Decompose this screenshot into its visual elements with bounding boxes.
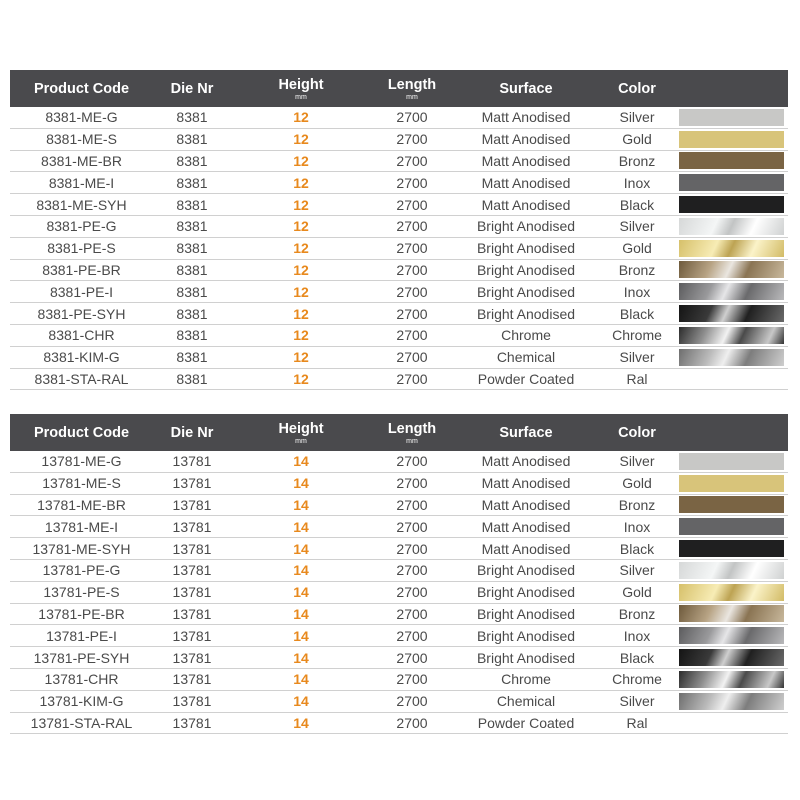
swatch-cell	[675, 218, 788, 235]
finish-swatch	[679, 261, 784, 278]
finish-swatch	[679, 218, 784, 235]
color-cell: Black	[619, 649, 655, 666]
surface-cell: Powder Coated	[477, 714, 575, 731]
color-cell: Silver	[619, 109, 655, 126]
color-cell: Inox	[623, 627, 651, 644]
die-nr-cell: 8381	[176, 370, 208, 387]
height-cell: 14	[293, 475, 309, 492]
die-nr-cell: 8381	[176, 305, 208, 322]
table-row	[10, 604, 788, 626]
height-cell: 12	[293, 261, 309, 278]
table-row	[10, 238, 788, 260]
swatch-cell	[675, 540, 788, 557]
finish-swatch	[679, 174, 784, 191]
die-nr-cell: 13781	[172, 605, 212, 622]
swatch-cell	[675, 693, 788, 710]
length-cell: 2700	[396, 671, 428, 688]
surface-cell: Bright Anodised	[476, 283, 576, 300]
surface-cell: Powder Coated	[477, 370, 575, 387]
surface-cell: Matt Anodised	[481, 109, 571, 126]
swatch-cell	[675, 475, 788, 492]
swatch-cell	[675, 605, 788, 622]
header-color: Color	[618, 424, 656, 441]
die-nr-cell: 13781	[172, 584, 212, 601]
swatch-cell	[675, 174, 788, 191]
color-cell: Silver	[619, 562, 655, 579]
product-code-cell: 8381-PE-S	[47, 240, 116, 257]
surface-cell: Matt Anodised	[481, 496, 571, 513]
color-cell: Silver	[619, 453, 655, 470]
finish-swatch	[679, 240, 784, 257]
product-code-cell: 13781-PE-I	[46, 627, 117, 644]
table-row	[10, 582, 788, 604]
swatch-cell	[675, 496, 788, 513]
length-cell: 2700	[396, 562, 428, 579]
table-header	[10, 70, 788, 107]
header-die-nr: Die Nr	[170, 424, 214, 441]
header-height: Height mm	[278, 76, 324, 101]
surface-cell: Matt Anodised	[481, 453, 571, 470]
product-code-cell: 8381-ME-SYH	[36, 196, 127, 213]
surface-cell: Bright Anodised	[476, 584, 576, 601]
product-code-cell: 13781-PE-G	[42, 562, 121, 579]
swatch-cell	[675, 196, 788, 213]
length-cell: 2700	[396, 109, 428, 126]
length-cell: 2700	[396, 327, 428, 344]
product-code-cell: 13781-ME-S	[42, 475, 121, 492]
length-cell: 2700	[396, 453, 428, 470]
length-cell: 2700	[396, 240, 428, 257]
surface-cell: Bright Anodised	[476, 261, 576, 278]
swatch-cell	[675, 349, 788, 366]
header-product-code: Product Code	[33, 424, 130, 441]
height-cell: 12	[293, 152, 309, 169]
color-cell: Black	[619, 305, 655, 322]
height-cell: 14	[293, 453, 309, 470]
product-table-8381	[10, 70, 788, 390]
product-code-cell: 13781-ME-I	[44, 518, 119, 535]
length-cell: 2700	[396, 218, 428, 235]
product-code-cell: 8381-ME-S	[46, 131, 117, 148]
color-cell: Inox	[623, 518, 651, 535]
table-row	[10, 303, 788, 325]
finish-swatch	[679, 496, 784, 513]
height-cell: 12	[293, 196, 309, 213]
product-code-cell: 13781-PE-S	[43, 584, 120, 601]
table-row	[10, 691, 788, 713]
header-color: Color	[618, 80, 656, 97]
height-cell: 12	[293, 240, 309, 257]
swatch-cell	[675, 109, 788, 126]
color-cell: Black	[619, 196, 655, 213]
surface-cell: Matt Anodised	[481, 475, 571, 492]
header-length: Length mm	[387, 420, 437, 445]
header-product-code: Product Code	[33, 80, 130, 97]
finish-swatch	[679, 540, 784, 557]
height-cell: 12	[293, 305, 309, 322]
die-nr-cell: 8381	[176, 283, 208, 300]
height-cell: 14	[293, 605, 309, 622]
product-code-cell: 8381-CHR	[48, 327, 115, 344]
finish-swatch	[679, 475, 784, 492]
swatch-cell	[675, 131, 788, 148]
table-row	[10, 473, 788, 495]
finish-swatch	[679, 584, 784, 601]
length-cell: 2700	[396, 305, 428, 322]
die-nr-cell: 13781	[172, 649, 212, 666]
die-nr-cell: 13781	[172, 496, 212, 513]
color-cell: Chrome	[612, 671, 662, 688]
die-nr-cell: 13781	[172, 693, 212, 710]
table-row	[10, 713, 788, 735]
table-row	[10, 107, 788, 129]
swatch-cell	[675, 305, 788, 322]
product-code-cell: 8381-PE-BR	[42, 261, 121, 278]
height-cell: 12	[293, 370, 309, 387]
length-cell: 2700	[396, 605, 428, 622]
product-code-cell: 13781-ME-G	[41, 453, 122, 470]
surface-cell: Matt Anodised	[481, 540, 571, 557]
finish-swatch	[679, 562, 784, 579]
finish-swatch	[679, 453, 784, 470]
surface-cell: Chrome	[501, 671, 551, 688]
color-cell: Silver	[619, 693, 655, 710]
finish-swatch	[679, 714, 784, 731]
die-nr-cell: 8381	[176, 152, 208, 169]
product-code-cell: 13781-CHR	[44, 671, 119, 688]
product-code-cell: 8381-PE-I	[49, 283, 114, 300]
length-cell: 2700	[396, 152, 428, 169]
table-row	[10, 216, 788, 238]
product-code-cell: 13781-PE-BR	[38, 605, 125, 622]
product-code-cell: 8381-ME-G	[45, 109, 118, 126]
surface-cell: Bright Anodised	[476, 240, 576, 257]
swatch-cell	[675, 283, 788, 300]
height-cell: 14	[293, 693, 309, 710]
color-cell: Gold	[622, 131, 652, 148]
height-cell: 14	[293, 496, 309, 513]
finish-swatch	[679, 196, 784, 213]
height-cell: 12	[293, 218, 309, 235]
header-surface: Surface	[499, 80, 553, 97]
height-cell: 14	[293, 671, 309, 688]
length-cell: 2700	[396, 131, 428, 148]
table-row	[10, 194, 788, 216]
header-length: Length mm	[387, 76, 437, 101]
color-cell: Inox	[623, 174, 651, 191]
die-nr-cell: 13781	[172, 562, 212, 579]
product-code-cell: 8381-STA-RAL	[34, 370, 129, 387]
die-nr-cell: 8381	[176, 261, 208, 278]
product-code-cell: 13781-ME-SYH	[32, 540, 131, 557]
length-cell: 2700	[396, 475, 428, 492]
product-table-13781	[10, 414, 788, 734]
length-cell: 2700	[396, 540, 428, 557]
finish-swatch	[679, 109, 784, 126]
die-nr-cell: 8381	[176, 196, 208, 213]
table-row	[10, 451, 788, 473]
length-cell: 2700	[396, 261, 428, 278]
table-row	[10, 172, 788, 194]
color-cell: Bronz	[618, 152, 656, 169]
length-cell: 2700	[396, 196, 428, 213]
height-cell: 14	[293, 584, 309, 601]
color-cell: Inox	[623, 283, 651, 300]
die-nr-cell: 8381	[176, 174, 208, 191]
product-code-cell: 13781-PE-SYH	[33, 649, 130, 666]
table-row	[10, 260, 788, 282]
swatch-cell	[675, 714, 788, 731]
length-cell: 2700	[396, 174, 428, 191]
surface-cell: Bright Anodised	[476, 605, 576, 622]
swatch-cell	[675, 649, 788, 666]
length-cell: 2700	[396, 349, 428, 366]
surface-cell: Chemical	[496, 349, 556, 366]
surface-cell: Bright Anodised	[476, 649, 576, 666]
header-height: Height mm	[278, 420, 324, 445]
finish-swatch	[679, 693, 784, 710]
die-nr-cell: 13781	[172, 540, 212, 557]
product-code-cell: 8381-PE-SYH	[37, 305, 126, 322]
height-cell: 12	[293, 283, 309, 300]
color-cell: Bronz	[618, 605, 656, 622]
finish-swatch	[679, 305, 784, 322]
length-cell: 2700	[396, 649, 428, 666]
finish-swatch	[679, 283, 784, 300]
height-cell: 14	[293, 562, 309, 579]
color-cell: Bronz	[618, 496, 656, 513]
surface-cell: Chemical	[496, 693, 556, 710]
color-cell: Gold	[622, 240, 652, 257]
height-cell: 12	[293, 349, 309, 366]
table-row	[10, 281, 788, 303]
surface-cell: Matt Anodised	[481, 196, 571, 213]
finish-swatch	[679, 152, 784, 169]
finish-swatch	[679, 627, 784, 644]
table-row	[10, 625, 788, 647]
surface-cell: Matt Anodised	[481, 152, 571, 169]
table-row	[10, 325, 788, 347]
color-cell: Ral	[626, 714, 648, 731]
length-cell: 2700	[396, 283, 428, 300]
finish-swatch	[679, 518, 784, 535]
length-cell: 2700	[396, 693, 428, 710]
finish-swatch	[679, 671, 784, 688]
swatch-cell	[675, 627, 788, 644]
table-row	[10, 669, 788, 691]
die-nr-cell: 8381	[176, 218, 208, 235]
die-nr-cell: 8381	[176, 240, 208, 257]
finish-swatch	[679, 327, 784, 344]
table-row	[10, 151, 788, 173]
height-cell: 12	[293, 131, 309, 148]
swatch-cell	[675, 152, 788, 169]
product-code-cell: 8381-PE-G	[46, 218, 117, 235]
die-nr-cell: 8381	[176, 109, 208, 126]
die-nr-cell: 13781	[172, 518, 212, 535]
surface-cell: Bright Anodised	[476, 627, 576, 644]
header-surface: Surface	[499, 424, 553, 441]
color-cell: Ral	[626, 370, 648, 387]
height-cell: 14	[293, 649, 309, 666]
product-code-cell: 8381-ME-BR	[41, 152, 122, 169]
table-row	[10, 369, 788, 391]
finish-swatch	[679, 349, 784, 366]
swatch-cell	[675, 518, 788, 535]
table-row	[10, 560, 788, 582]
table-row	[10, 495, 788, 517]
surface-cell: Bright Anodised	[476, 562, 576, 579]
swatch-cell	[675, 370, 788, 387]
surface-cell: Chrome	[501, 327, 551, 344]
height-cell: 12	[293, 174, 309, 191]
color-cell: Gold	[622, 584, 652, 601]
height-cell: 14	[293, 714, 309, 731]
table-row	[10, 347, 788, 369]
color-cell: Silver	[619, 349, 655, 366]
die-nr-cell: 13781	[172, 453, 212, 470]
die-nr-cell: 13781	[172, 627, 212, 644]
color-cell: Gold	[622, 475, 652, 492]
finish-swatch	[679, 649, 784, 666]
table-body	[10, 451, 788, 734]
color-cell: Chrome	[612, 327, 662, 344]
length-cell: 2700	[396, 627, 428, 644]
product-code-cell: 13781-KIM-G	[39, 693, 124, 710]
length-cell: 2700	[396, 714, 428, 731]
height-cell: 14	[293, 518, 309, 535]
table-row	[10, 516, 788, 538]
finish-swatch	[679, 370, 784, 387]
swatch-cell	[675, 671, 788, 688]
die-nr-cell: 8381	[176, 349, 208, 366]
length-cell: 2700	[396, 370, 428, 387]
surface-cell: Matt Anodised	[481, 174, 571, 191]
table-header	[10, 414, 788, 451]
swatch-cell	[675, 240, 788, 257]
finish-swatch	[679, 605, 784, 622]
die-nr-cell: 8381	[176, 131, 208, 148]
table-row	[10, 647, 788, 669]
product-code-cell: 8381-ME-I	[48, 174, 115, 191]
length-cell: 2700	[396, 584, 428, 601]
table-body	[10, 107, 788, 390]
table-row	[10, 538, 788, 560]
color-cell: Bronz	[618, 261, 656, 278]
die-nr-cell: 13781	[172, 671, 212, 688]
swatch-cell	[675, 327, 788, 344]
height-cell: 12	[293, 327, 309, 344]
swatch-cell	[675, 562, 788, 579]
surface-cell: Matt Anodised	[481, 131, 571, 148]
die-nr-cell: 13781	[172, 714, 212, 731]
swatch-cell	[675, 261, 788, 278]
length-cell: 2700	[396, 518, 428, 535]
product-code-cell: 8381-KIM-G	[43, 349, 120, 366]
header-die-nr: Die Nr	[170, 80, 214, 97]
height-cell: 12	[293, 109, 309, 126]
surface-cell: Matt Anodised	[481, 518, 571, 535]
swatch-cell	[675, 453, 788, 470]
product-code-cell: 13781-STA-RAL	[30, 714, 133, 731]
color-cell: Black	[619, 540, 655, 557]
swatch-cell	[675, 584, 788, 601]
die-nr-cell: 8381	[176, 327, 208, 344]
product-code-cell: 13781-ME-BR	[37, 496, 126, 513]
surface-cell: Bright Anodised	[476, 218, 576, 235]
finish-swatch	[679, 131, 784, 148]
length-cell: 2700	[396, 496, 428, 513]
height-cell: 14	[293, 627, 309, 644]
color-cell: Silver	[619, 218, 655, 235]
table-row	[10, 129, 788, 151]
surface-cell: Bright Anodised	[476, 305, 576, 322]
die-nr-cell: 13781	[172, 475, 212, 492]
height-cell: 14	[293, 540, 309, 557]
